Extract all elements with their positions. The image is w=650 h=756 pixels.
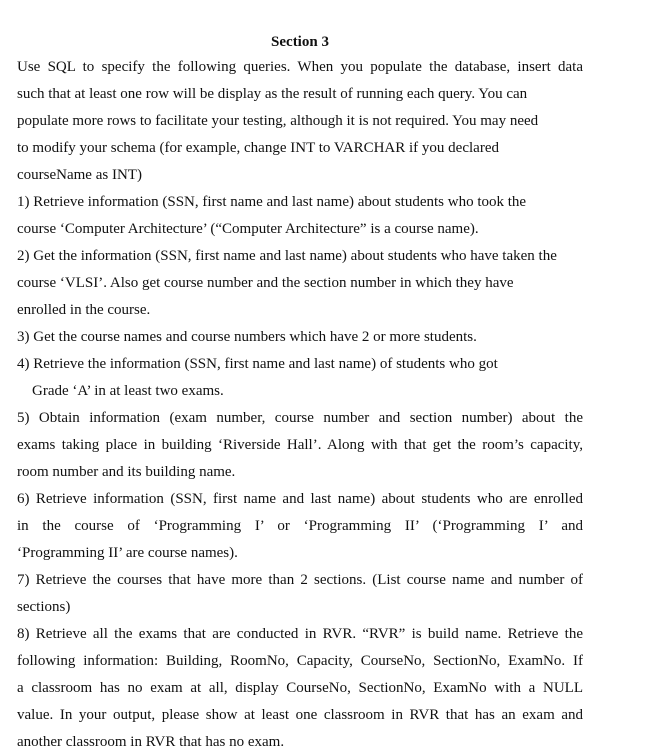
- query-6-line: ‘Programming II’ are course names).: [17, 545, 238, 561]
- paragraph-lines: [17, 54, 583, 756]
- query-8-line: another classroom in RVR that has no exam.: [17, 734, 285, 750]
- query-8-line: following information: Building, RoomNo, Capacity, CourseNo, SectionNo, ExamNo. If: [17, 653, 583, 669]
- query-8-line: a classroom has no exam at all, display CourseNo, SectionNo, ExamNo with a NULL: [17, 680, 583, 696]
- query-2-line: 2) Get the information (SSN, first name and last name) about students who have taken the: [17, 248, 557, 264]
- query-4-line: Grade ‘A’ in at least two exams.: [32, 383, 224, 399]
- query-7-line: sections): [17, 599, 71, 615]
- query-7-line: 7) Retrieve the courses that have more than 2 sections. (List course name and number of: [17, 572, 583, 588]
- query-2-line: course ‘VLSI’. Also get course number and the section number in which they have: [17, 275, 514, 291]
- query-5-line: room number and its building name.: [17, 464, 236, 480]
- text-line: such that at least one row will be display as the result of running each query. You can: [17, 86, 528, 102]
- query-8-line: 8) Retrieve all the exams that are conducted in RVR. “RVR” is build name. Retrieve the: [17, 626, 583, 642]
- query-1-line: course ‘Computer Architecture’ (“Computer Architecture” is a course name).: [17, 221, 479, 237]
- query-6-line: 6) Retrieve information (SSN, first name and last name) about students who are enrolled: [17, 491, 583, 507]
- query-8-line: value. In your output, please show at least one classroom in RVR that has an exam and: [17, 707, 583, 723]
- text-line: Use SQL to specify the following queries. When you populate the database, insert data: [17, 59, 583, 75]
- query-3-line: 3) Get the course names and course numbers which have 2 or more students.: [17, 329, 477, 345]
- query-2-line: enrolled in the course.: [17, 302, 151, 318]
- text-line: courseName as INT): [17, 167, 142, 183]
- query-5-line: 5) Obtain information (exam number, course number and section number) about the: [17, 410, 583, 426]
- query-6-line: in the course of ‘Programming I’ or ‘Programming II’ (‘Programming I’ and: [17, 518, 583, 534]
- text-line: populate more rows to facilitate your testing, although it is not required. You may need: [17, 113, 539, 129]
- query-4-line: 4) Retrieve the information (SSN, first name and last name) of students who got: [17, 356, 498, 372]
- document-body: [17, 30, 583, 756]
- text-line: to modify your schema (for example, change INT to VARCHAR if you declared: [17, 140, 499, 156]
- section-title: Section 3: [271, 34, 329, 50]
- query-1-line: 1) Retrieve information (SSN, first name and last name) about students who took the: [17, 194, 527, 210]
- query-5-line: exams taking place in building ‘Riverside Hall’. Along with that get the room’s capacity,: [17, 437, 583, 453]
